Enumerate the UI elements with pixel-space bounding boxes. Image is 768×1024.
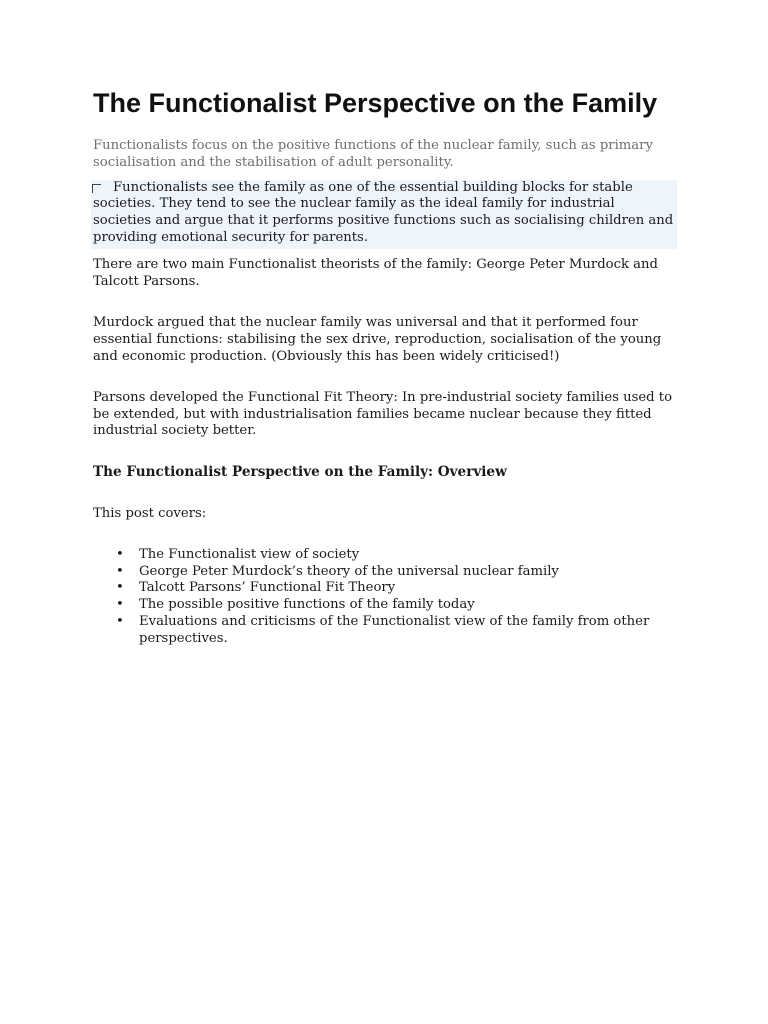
list-item — [116, 580, 683, 597]
callout-text: Functionalists see the family as one of the essential building blocks for stable societies. They tend to see the nuclear family as the ideal family for industrial societies and argue that it performs positive functions such as socialising children and providing emotional security for parents. — [93, 179, 674, 245]
list-item-text: The possible positive functions of the family today — [139, 597, 475, 613]
paragraph-parsons: Parsons developed the Functional Fit Theory: In pre-industrial society families used to be extended, but with industrialisation families became nuclear because they fitted industrial society better. — [93, 389, 673, 439]
bullet-icon: • — [116, 580, 124, 596]
checkbox-icon — [92, 184, 101, 193]
page-title: The Functionalist Perspective on the Family — [93, 88, 658, 118]
list-item-text: Evaluations and criticisms of the Functionalist view of the family from other perspectives. — [139, 613, 650, 646]
list-item — [116, 546, 683, 564]
bullet-icon: • — [116, 546, 124, 562]
highlighted-callout — [91, 180, 677, 249]
bullet-icon: • — [116, 613, 124, 629]
list-item-text: The Functionalist view of society — [139, 546, 360, 562]
document-page — [93, 86, 683, 648]
topics-list — [93, 547, 683, 648]
intro-text: This post covers: — [93, 505, 207, 521]
lead-paragraph: Functionalists focus on the positive functions of the nuclear family, such as primary socialisation and the stabilisation of adult personality. — [93, 138, 653, 170]
paragraph-murdock: Murdock argued that the nuclear family was universal and that it performed four essential functions: stabilising the sex drive, reproduction, socialisation of the young and economic production. (Obviously this has been widely criticised!) — [93, 315, 662, 364]
list-item — [116, 597, 683, 614]
list-item-text: Talcott Parsons’ Functional Fit Theory — [139, 580, 396, 596]
list-item — [116, 563, 683, 581]
bullet-icon: • — [116, 563, 124, 579]
list-item-text: George Peter Murdock’s theory of the universal nuclear family — [139, 563, 559, 579]
overview-heading: The Functionalist Perspective on the Family: Overview — [93, 464, 507, 481]
paragraph-theorists: There are two main Functionalist theorists of the family: George Peter Murdock and Talcott Parsons. — [93, 256, 658, 289]
list-item — [116, 613, 683, 648]
bullet-icon: • — [116, 597, 124, 613]
